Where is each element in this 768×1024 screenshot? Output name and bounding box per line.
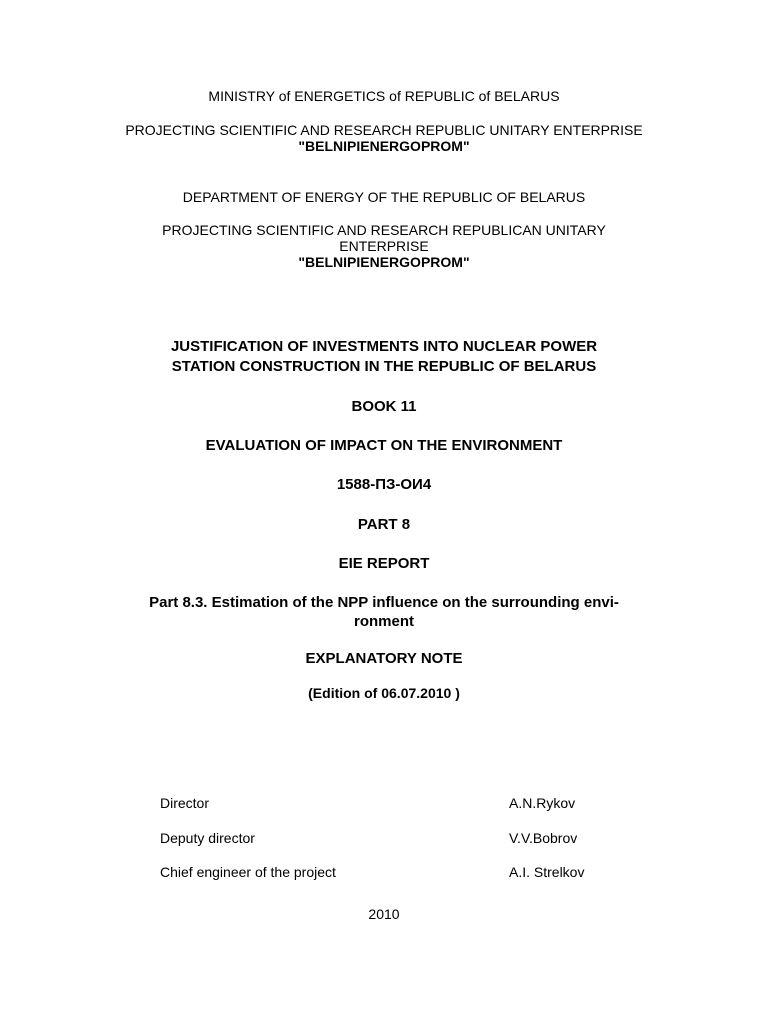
title-line-2: STATION CONSTRUCTION IN THE REPUBLIC OF BELARUS xyxy=(171,358,597,375)
report-heading: EIE REPORT xyxy=(338,555,430,572)
ministry-heading: MINISTRY of ENERGETICS of REPUBLIC of BELARUS xyxy=(208,88,560,104)
enterprise-line-2b: ENTERPRISE xyxy=(339,238,429,254)
enterprise-line-2a: PROJECTING SCIENTIFIC AND RESEARCH REPUBLICAN UNITARY xyxy=(162,222,606,238)
signature-role-chief-engineer: Chief engineer of the project xyxy=(160,864,336,880)
subpart-title-line-1: Part 8.3. Estimation of the NPP influence on the surrounding envi- xyxy=(149,594,619,611)
part-number: PART 8 xyxy=(357,516,411,533)
subpart-title-line-2: ronment xyxy=(354,613,414,630)
signature-role-deputy: Deputy director xyxy=(160,830,255,846)
enterprise-line-1: PROJECTING SCIENTIFIC AND RESEARCH REPUBLIC UNITARY ENTERPRISE xyxy=(125,122,643,138)
explanatory-note-heading: EXPLANATORY NOTE xyxy=(305,650,463,667)
signature-name-chief-engineer: A.I. Strelkov xyxy=(509,864,585,880)
title-line-1: JUSTIFICATION OF INVESTMENTS INTO NUCLEAR POWER xyxy=(170,338,598,355)
signature-name-director: A.N.Rykov xyxy=(509,795,576,811)
signature-name-deputy: V.V.Bobrov xyxy=(509,830,578,846)
department-heading: DEPARTMENT OF ENERGY OF THE REPUBLIC OF BELARUS xyxy=(182,189,586,205)
signature-role-director: Director xyxy=(160,795,210,811)
book-number: BOOK 11 xyxy=(351,398,417,415)
enterprise-name-2: "BELNIPIENERGOPROM" xyxy=(298,254,470,270)
evaluation-heading: EVALUATION OF IMPACT ON THE ENVIRONMENT xyxy=(205,437,563,454)
enterprise-name-1: "BELNIPIENERGOPROM" xyxy=(298,138,470,154)
document-code: 1588-ПЗ-ОИ4 xyxy=(336,476,432,493)
edition-date: (Edition of 06.07.2010 ) xyxy=(308,685,460,701)
publication-year: 2010 xyxy=(368,906,400,922)
